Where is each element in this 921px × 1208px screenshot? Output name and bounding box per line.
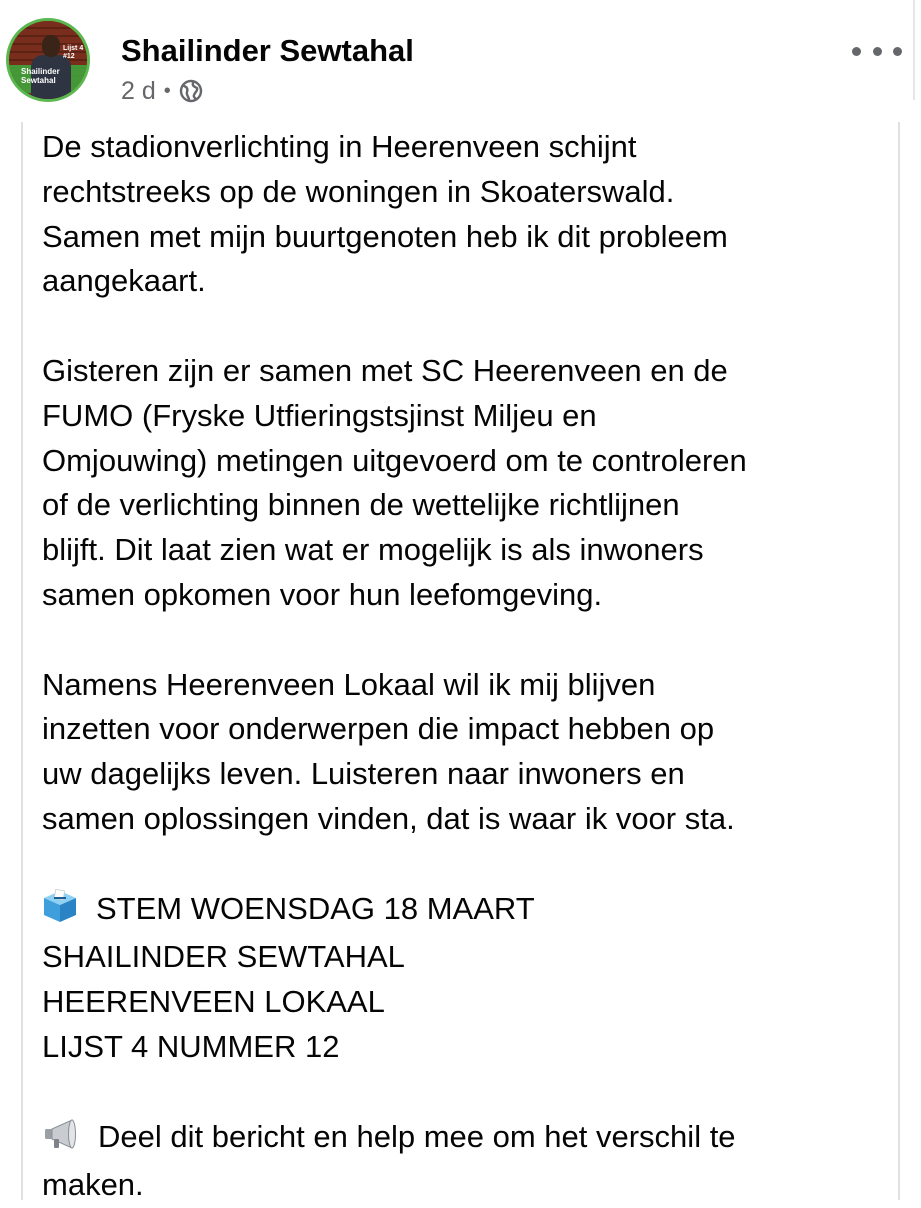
vote-candidate: SHAILINDER SEWTAHAL bbox=[42, 939, 405, 975]
vote-date: STEM WOENSDAG 18 MAART bbox=[96, 890, 535, 926]
share-line bbox=[42, 1115, 892, 1164]
more-dot bbox=[852, 47, 861, 56]
paragraph-gap bbox=[42, 1070, 892, 1115]
text-line: FUMO (Fryske Utfieringstsjinst Miljeu en bbox=[42, 397, 597, 433]
text-line: Omjouwing) metingen uitgevoerd om te controleren bbox=[42, 442, 747, 478]
text-line: blijft. Dit laat zien wat er mogelijk is als inwoners bbox=[42, 532, 704, 568]
text-line: Namens Heerenveen Lokaal wil ik mij blijven bbox=[42, 666, 656, 702]
paragraph-gap bbox=[42, 842, 892, 887]
text-line: uw dagelijks leven. Luisteren naar inwoners en bbox=[42, 756, 685, 792]
card-border-left bbox=[21, 122, 23, 1200]
text-line: De stadionverlichting in Heerenveen schijnt bbox=[42, 129, 637, 164]
more-options-icon[interactable] bbox=[852, 38, 902, 64]
text-line: inzetten voor onderwerpen die impact hebben op bbox=[42, 711, 715, 747]
megaphone-icon bbox=[42, 1117, 80, 1164]
card-border-right bbox=[898, 122, 900, 1200]
author-name[interactable]: Shailinder Sewtahal bbox=[121, 33, 414, 68]
share-text-1: Deel dit bericht en help mee om het verschil te bbox=[98, 1118, 736, 1154]
text-line: Samen met mijn buurtgenoten heb ik dit probleem bbox=[42, 218, 728, 254]
avatar-list-tag: Lijst 4 #12 bbox=[63, 45, 84, 60]
vote-party: HEERENVEEN LOKAAL bbox=[42, 984, 385, 1020]
text-line: Gisteren zijn er samen met SC Heerenveen en de bbox=[42, 352, 728, 388]
avatar[interactable] bbox=[6, 18, 90, 102]
post-text bbox=[42, 125, 892, 1208]
text-line: samen opkomen voor hun leefomgeving. bbox=[42, 576, 603, 612]
vote-line bbox=[42, 887, 892, 936]
text-line: rechtstreeks op de woningen in Skoaterswald. bbox=[42, 173, 675, 209]
more-dot bbox=[873, 47, 882, 56]
more-dot bbox=[893, 47, 902, 56]
avatar-person-head bbox=[42, 35, 60, 57]
text-line: of de verlichting binnen de wettelijke richtlijnen bbox=[42, 487, 680, 523]
share-text-2: maken. bbox=[42, 1167, 144, 1203]
avatar-name-tag: Shailinder Sewtahal bbox=[21, 67, 60, 85]
text-line: aangekaart. bbox=[42, 263, 206, 299]
post-timestamp[interactable]: 2 d bbox=[121, 76, 156, 105]
vote-list-number: LIJST 4 NUMMER 12 bbox=[42, 1028, 340, 1064]
globe-icon[interactable] bbox=[179, 79, 203, 103]
card-border-top-right bbox=[913, 0, 915, 100]
meta-separator: • bbox=[163, 80, 171, 102]
paragraph-gap bbox=[42, 304, 892, 349]
text-line: samen oplossingen vinden, dat is waar ik voor sta. bbox=[42, 800, 735, 836]
post-meta bbox=[121, 76, 203, 106]
paragraph-gap bbox=[42, 618, 892, 663]
ballot-box-icon bbox=[42, 889, 78, 936]
